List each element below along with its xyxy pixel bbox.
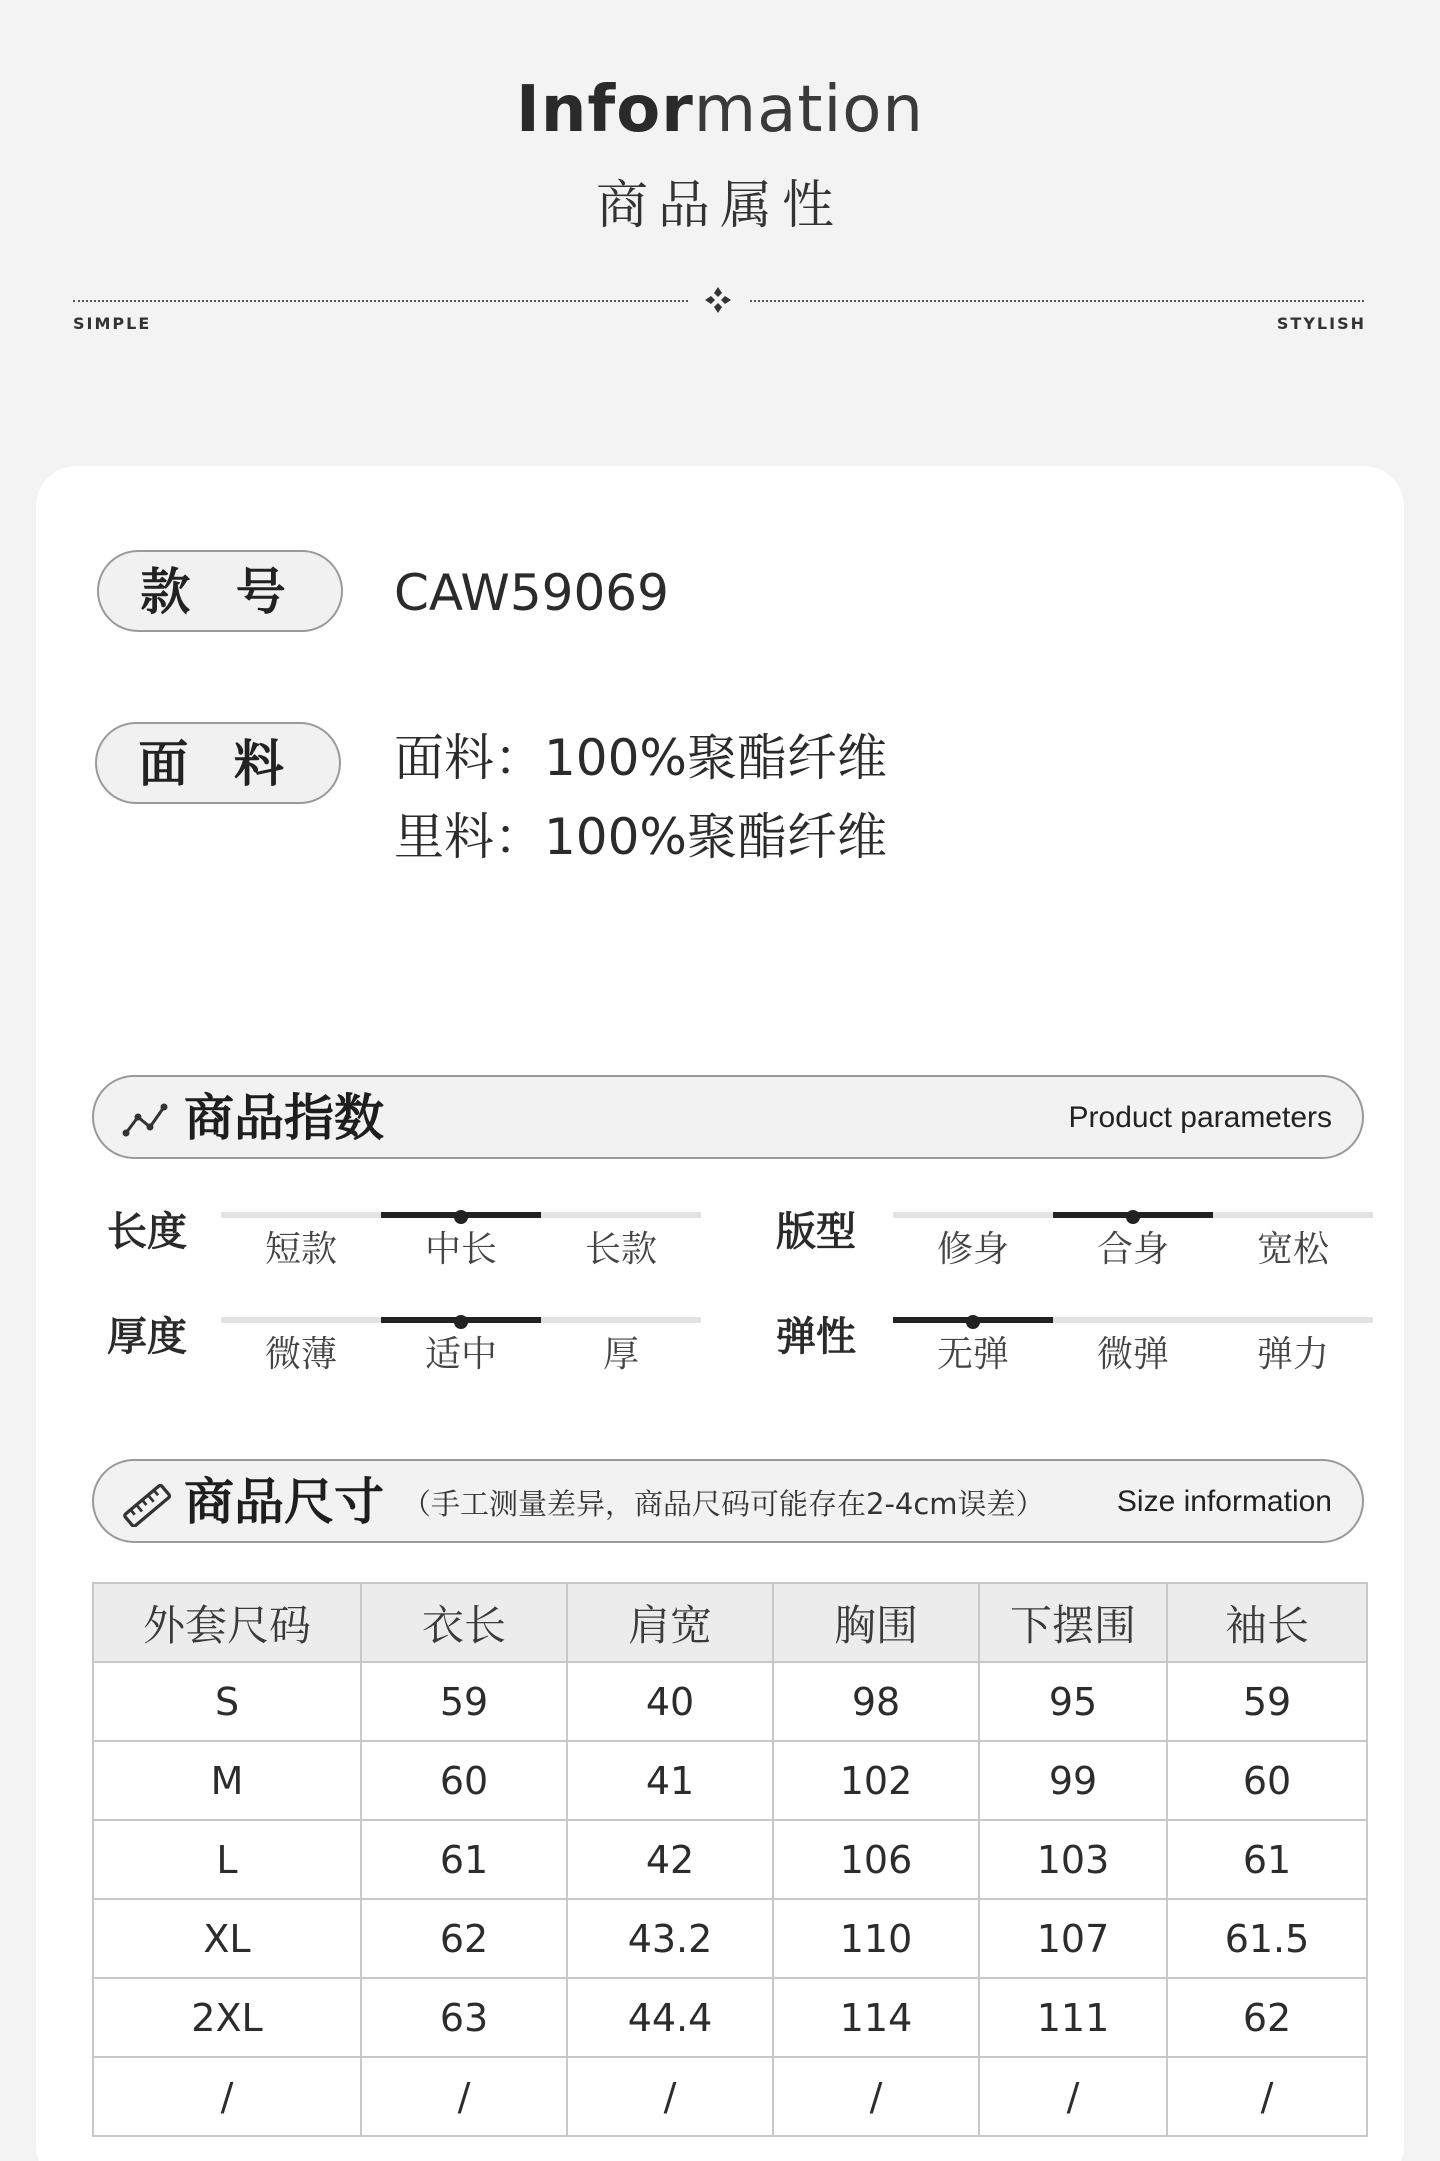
measurement-cell: 43.2 [567,1899,773,1978]
params-subtitle-en: Product parameters [1068,1101,1332,1134]
size-cell: L [93,1820,361,1899]
measurement-cell: 61 [1167,1820,1367,1899]
measurement-cell: / [1167,2057,1367,2136]
measurement-cell: 62 [1167,1978,1367,2057]
param-indicator-dot [454,1210,468,1224]
measurement-cell: 60 [361,1741,567,1820]
param-option: 中长 [424,1229,497,1270]
measurement-cell: 61 [361,1820,567,1899]
page-title [0,73,1440,147]
param-label: 弹性 [776,1314,856,1360]
table-row [93,1820,1367,1899]
ruler-icon [122,1479,172,1527]
divider-left [73,300,688,302]
param-label: 长度 [107,1209,187,1255]
params-title: 商品指数 [184,1089,384,1147]
param-indicator-dot [1126,1210,1140,1224]
fabric-label: 面 料 [95,722,341,804]
param-option: 微薄 [264,1334,337,1375]
param-option: 短款 [264,1229,337,1270]
param-option: 弹力 [1256,1334,1329,1375]
tag-stylish: STYLISH [1276,314,1366,333]
tag-simple: SIMPLE [73,314,152,333]
measurement-cell: / [567,2057,773,2136]
size-cell: XL [93,1899,361,1978]
size-cell: M [93,1741,361,1820]
table-row [93,1899,1367,1978]
param-label: 厚度 [107,1314,187,1360]
table-header-cell: 下摆围 [979,1583,1167,1662]
chart-line-icon [122,1099,168,1139]
measurement-cell: / [361,2057,567,2136]
measurement-cell: 60 [1167,1741,1367,1820]
size-table [92,1582,1368,2137]
size-cell: S [93,1662,361,1741]
table-row [93,1978,1367,2057]
title-light-part: mation [693,73,924,147]
table-row [93,1741,1367,1820]
param-option: 无弹 [936,1334,1009,1375]
style-no-value: CAW59069 [394,564,669,622]
measurement-cell: 41 [567,1741,773,1820]
fabric-line-1: 面料：100%聚酯纤维 [394,729,887,787]
measurement-cell: / [773,2057,979,2136]
size-banner [92,1459,1364,1543]
size-title: 商品尺寸 [184,1473,384,1531]
measurement-cell: 106 [773,1820,979,1899]
measurement-cell: 111 [979,1978,1167,2057]
measurement-cell: 95 [979,1662,1167,1741]
title-bold-part: Infor [516,73,694,147]
param-option: 适中 [424,1334,497,1375]
measurement-cell: / [979,2057,1167,2136]
ornament-icon [703,285,733,315]
table-header-cell: 肩宽 [567,1583,773,1662]
param-indicator-dot [454,1315,468,1329]
table-row [93,2057,1367,2136]
size-note: （手工测量差异，商品尺码可能存在2-4cm误差） [402,1487,1045,1521]
measurement-cell: 42 [567,1820,773,1899]
size-cell: 2XL [93,1978,361,2057]
param-option: 修身 [936,1229,1009,1270]
param-indicator-dot [966,1315,980,1329]
measurement-cell: 114 [773,1978,979,2057]
param-option: 微弹 [1096,1334,1169,1375]
measurement-cell: 62 [361,1899,567,1978]
param-option: 长款 [584,1229,657,1270]
measurement-cell: 59 [361,1662,567,1741]
table-header-row [93,1583,1367,1662]
measurement-cell: 63 [361,1978,567,2057]
table-header-cell: 衣长 [361,1583,567,1662]
measurement-cell: 98 [773,1662,979,1741]
page-subtitle: 商品属性 [595,176,844,236]
measurement-cell: 44.4 [567,1978,773,2057]
measurement-cell: 40 [567,1662,773,1741]
measurement-cell: 61.5 [1167,1899,1367,1978]
measurement-cell: 59 [1167,1662,1367,1741]
size-cell: / [93,2057,361,2136]
param-option: 厚 [602,1334,639,1375]
measurement-cell: 103 [979,1820,1167,1899]
fabric-line-2: 里料：100%聚酯纤维 [394,808,887,866]
measurement-cell: 107 [979,1899,1167,1978]
table-header-cell: 胸围 [773,1583,979,1662]
table-header-cell: 外套尺码 [93,1583,361,1662]
param-option: 合身 [1096,1229,1169,1270]
param-label: 版型 [776,1209,856,1255]
size-subtitle-en: Size information [1116,1485,1332,1518]
measurement-cell: 102 [773,1741,979,1820]
style-no-label: 款 号 [97,550,343,632]
param-option: 宽松 [1256,1229,1329,1270]
table-header-cell: 袖长 [1167,1583,1367,1662]
table-row [93,1662,1367,1741]
params-banner [92,1075,1364,1159]
divider-right [750,300,1364,302]
measurement-cell: 110 [773,1899,979,1978]
measurement-cell: 99 [979,1741,1167,1820]
